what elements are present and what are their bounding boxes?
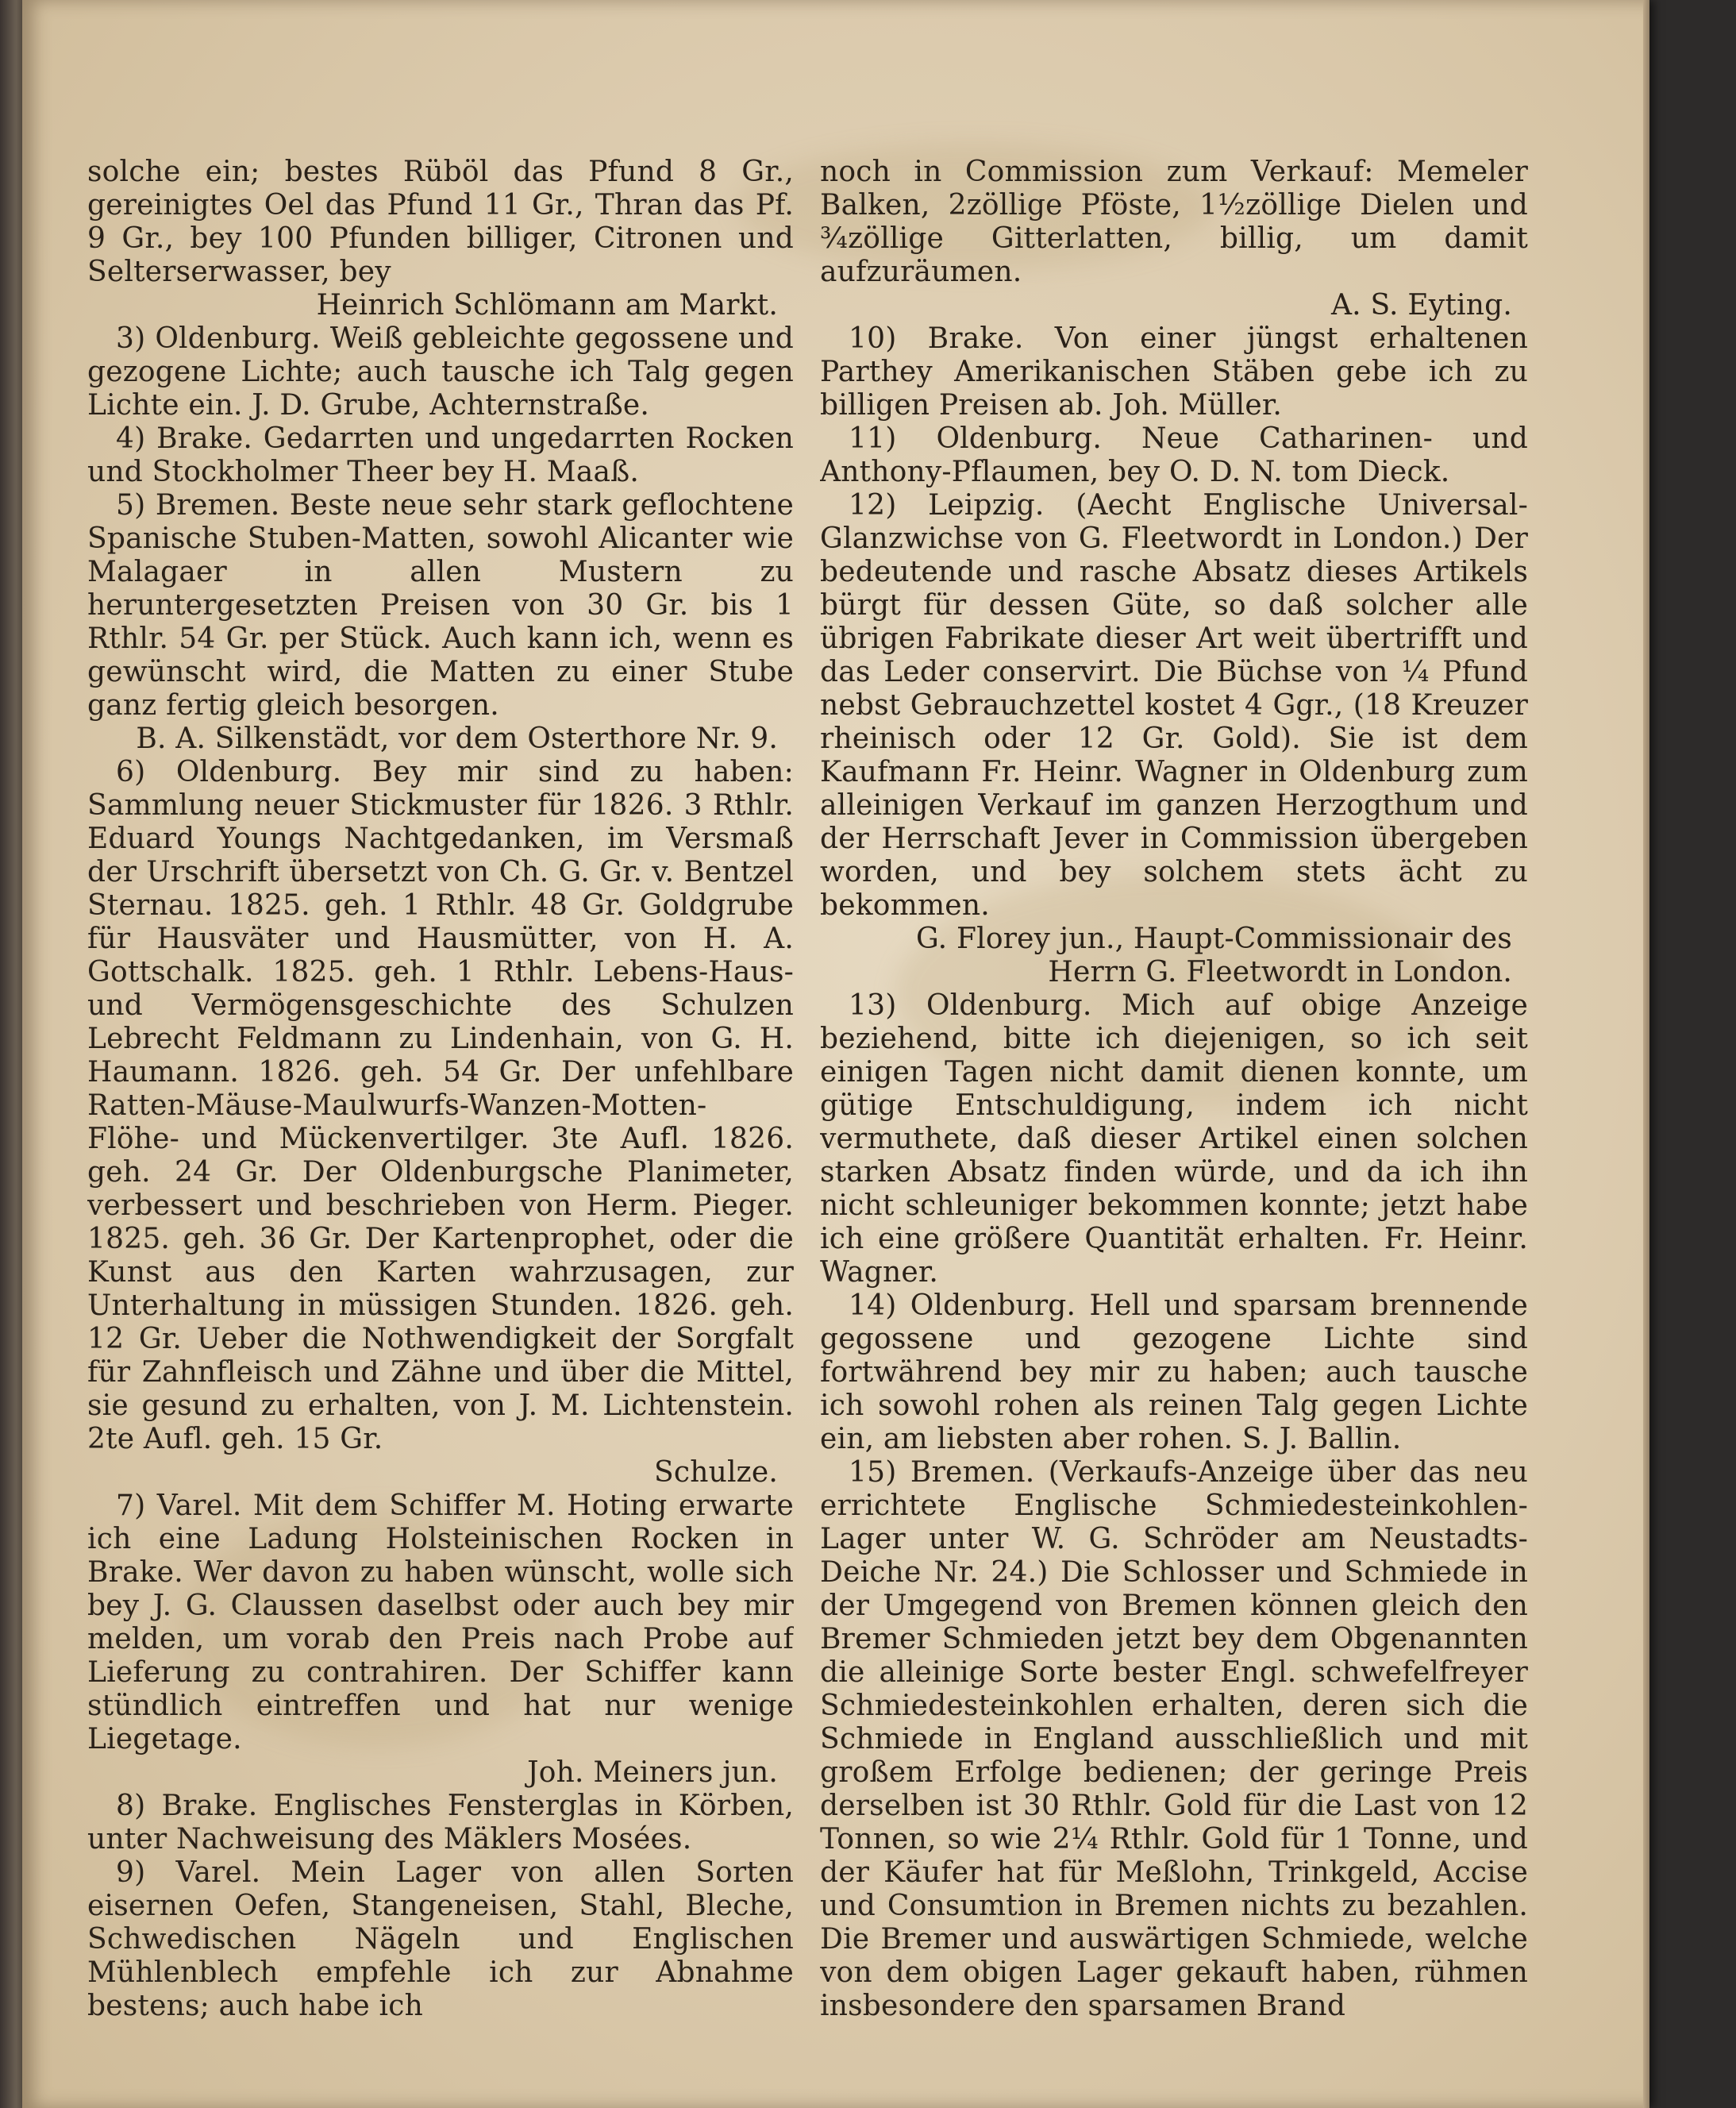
signature-line: Schulze.: [653, 1456, 778, 1489]
advertisement-paragraph: 11) Oldenburg. Neue Catharinen- und Anthony-Pflaumen, bey O. D. N. tom Dieck.: [820, 422, 1528, 488]
advertisement-paragraph: 8) Brake. Englisches Fensterglas in Körben, unter Nachweisung des Mäklers Mosées.: [87, 1790, 794, 1856]
signature-line: A. S. Eyting.: [1330, 289, 1512, 322]
right-text-column: [820, 156, 1528, 2061]
page-edge: [1643, 0, 1649, 2108]
advertisement-paragraph: 9) Varel. Mein Lager von allen Sorten eisernen Oefen, Stangeneisen, Stahl, Bleche, Schwedischen Nägeln und Englischen Mühlenblech empfehle ich zur Abnahme bestens; auch habe ich: [87, 1856, 794, 2022]
advertisement-paragraph: 13) Oldenburg. Mich auf obige Anzeige beziehend, bitte ich diejenigen, so ich seit einigen Tagen nicht damit dienen konnte, um gütige Entschuldigung, indem ich nicht vermuthete, daß dieser Artikel einen solchen starken Absatz finden würde, und da ich ihn nicht schleuniger bekommen konnte; jetzt habe ich eine größere Quantität erhalten. Fr. Heinr. Wagner.: [820, 989, 1528, 1289]
advertisement-paragraph: 5) Bremen. Beste neue sehr stark geflochtene Spanische Stuben-Matten, sowohl Alicanter wie Malagaer in allen Mustern zu heruntergesetzten Preisen von 30 Gr. bis 1 Rthlr. 54 Gr. per Stück. Auch kann ich, wenn es gewünscht wird, die Matten zu einer Stube ganz fertig gleich besorgen.: [87, 489, 794, 722]
advertisement-paragraph: noch in Commission zum Verkauf: Memeler Balken, 2zöllige Pföste, 1½zöllige Dielen und ¾zöllige Gitterlatten, billig, um damit aufzuräumen.: [820, 156, 1528, 288]
advertisement-paragraph: 7) Varel. Mit dem Schiffer M. Hoting erwarte ich eine Ladung Holsteinischen Rocken in Brake. Wer davon zu haben wünscht, wolle sich bey J. G. Claussen daselbst oder auch bey mir melden, um vorab den Preis nach Probe auf Lieferung zu contrahiren. Der Schiffer kann stündlich eintreffen und hat nur wenige Liegetage.: [87, 1489, 794, 1755]
advertisement-paragraph: 10) Brake. Von einer jüngst erhaltenen Parthey Amerikanischen Stäben gebe ich zu billigen Preisen ab. Joh. Müller.: [820, 322, 1528, 422]
advertisement-paragraph: 3) Oldenburg. Weiß gebleichte gegossene und gezogene Lichte; auch tausche ich Talg gegen Lichte ein. J. D. Grube, Achternstraße.: [87, 322, 794, 422]
signature-line: Heinrich Schlömann am Markt.: [316, 289, 778, 322]
document-page: [22, 0, 1649, 2108]
signature-line: B. A. Silkenstädt, vor dem Osterthore Nr. 9.: [136, 723, 778, 755]
advertisement-paragraph: 4) Brake. Gedarrten und ungedarrten Rocken und Stockholmer Theer bey H. Maaß.: [87, 422, 794, 488]
advertisement-paragraph: 12) Leipzig. (Aecht Englische Universal-Glanzwichse von G. Fleetwordt in London.) Der bedeutende und rasche Absatz dieses Artikels bürgt für dessen Güte, so daß solcher alle übrigen Fabrikate dieser Art weit übertrifft und das Leder conservirt. Die Büchse von ¼ Pfund nebst Gebrauchzettel kostet 4 Ggr., (18 Kreuzer rheinisch oder 12 Gr. Gold). Sie ist dem Kaufmann Fr. Heinr. Wagner in Oldenburg zum alleinigen Verkauf im ganzen Herzogthum und der Herrschaft Jever in Commission übergeben worden, und bey solchem stets ächt zu bekommen.: [820, 489, 1528, 922]
advertisement-paragraph: solche ein; bestes Rüböl das Pfund 8 Gr., gereinigtes Oel das Pfund 11 Gr., Thran das Pf. 9 Gr., bey 100 Pfunden billiger, Citronen und Selterserwasser, bey: [87, 156, 794, 288]
signature-line: Joh. Meiners jun.: [527, 1756, 778, 1789]
advertisement-paragraph: 6) Oldenburg. Bey mir sind zu haben: Sammlung neuer Stickmuster für 1826. 3 Rthlr. Eduard Youngs Nachtgedanken, im Versmaß der Urschrift übersetzt von Ch. G. Gr. v. Bentzel Sternau. 1825. geh. 1 Rthlr. 48 Gr. Goldgrube für Hausväter und Hausmütter, von H. A. Gottschalk. 1825. geh. 1 Rthlr. Lebens-Haus- und Vermögensgeschichte des Schulzen Lebrecht Feldmann zu Lindenhain, von G. H. Haumann. 1826. geh. 54 Gr. Der unfehlbare Ratten-Mäuse-Maulwurfs-Wanzen-Motten-Flöhe- und Mückenvertilger. 3te Aufl. 1826. geh. 24 Gr. Der Oldenburgsche Planimeter, verbessert und beschrieben von Herm. Pieger. 1825. geh. 36 Gr. Der Kartenprophet, oder die Kunst aus den Karten wahrzusagen, zur Unterhaltung in müssigen Stunden. 1826. geh. 12 Gr. Ueber die Nothwendigkeit der Sorgfalt für Zahnfleisch und Zähne und über die Mittel, sie gesund zu erhalten, von J. M. Lichtenstein. 2te Aufl. geh. 15 Gr.: [87, 756, 794, 1455]
left-text-column: [87, 156, 794, 2061]
advertisement-paragraph: 14) Oldenburg. Hell und sparsam brennende gegossene und gezogene Lichte sind fortwährend bey mir zu haben; auch tausche ich sowohl rohen als reinen Talg gegen Lichte ein, am liebsten aber rohen. S. J. Ballin.: [820, 1289, 1528, 1455]
signature-line: G. Florey jun., Haupt-Commissionair des Herrn G. Fleetwordt in London.: [916, 923, 1512, 988]
advertisement-paragraph: 15) Bremen. (Verkaufs-Anzeige über das neu errichtete Englische Schmiedesteinkohlen-Lager unter W. G. Schröder am Neustadts-Deiche Nr. 24.) Die Schlosser und Schmiede in der Umgegend von Bremen können gleich den Bremer Schmieden jetzt bey dem Obgenannten die alleinige Sorte bester Engl. schwefelfreyer Schmiedesteinkohlen erhalten, deren sich die Schmiede in England ausschließlich und mit großem Erfolge bedienen; der geringe Preis derselben ist 30 Rthlr. Gold für die Last von 12 Tonnen, so wie 2¼ Rthlr. Gold für 1 Tonne, und der Käufer hat für Meßlohn, Trinkgeld, Accise und Consumtion in Bremen nichts zu bezahlen. Die Bremer und auswärtigen Schmiede, welche von dem obigen Lager gekauft haben, rühmen insbesondere den sparsamen Brand: [820, 1456, 1528, 2022]
